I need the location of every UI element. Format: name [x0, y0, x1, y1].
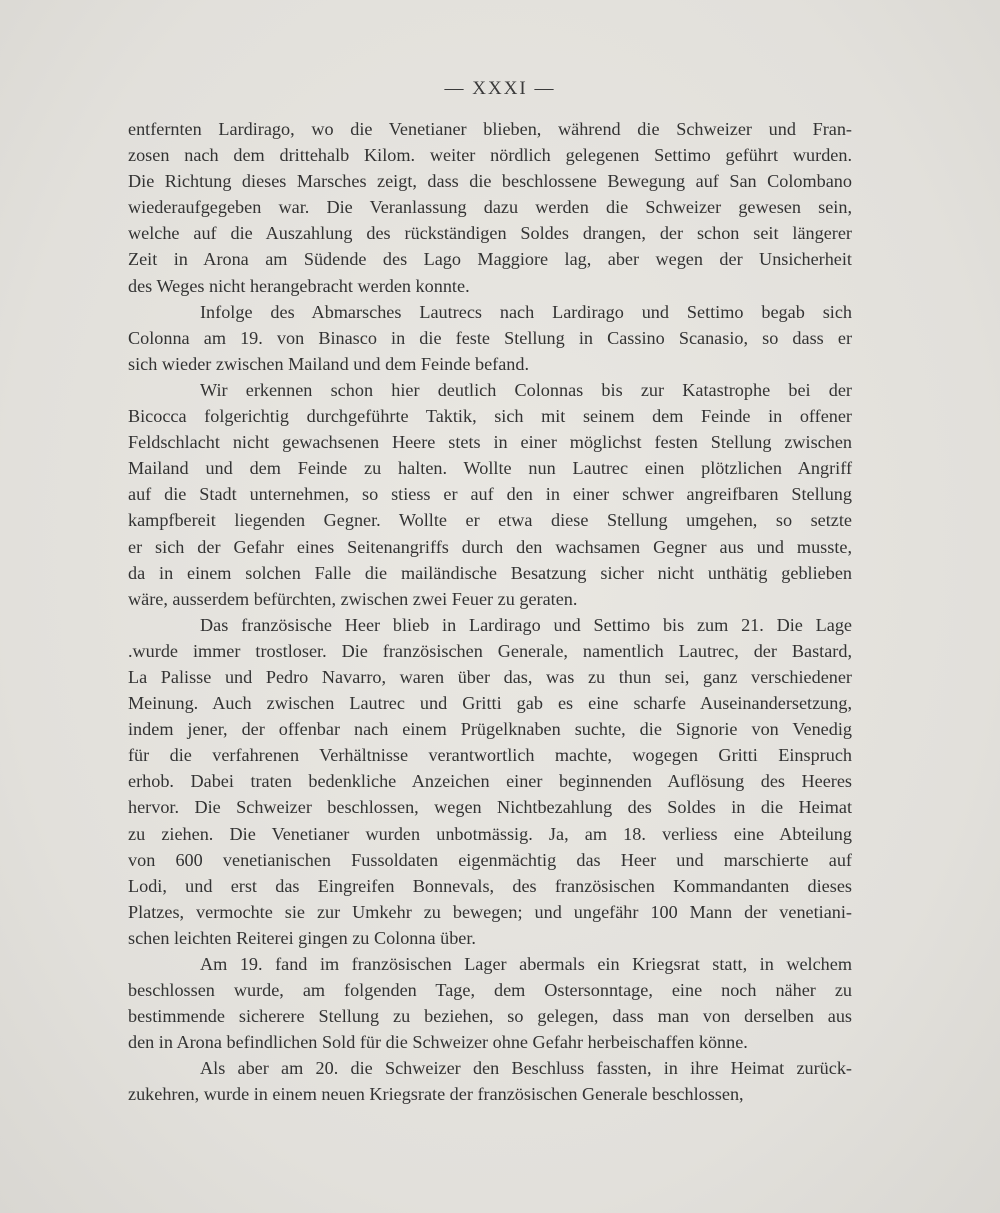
- text-line: Infolge des Abmarsches Lautrecs nach Lardirago und Settimo begab sich: [200, 301, 852, 322]
- paragraph: [128, 1055, 852, 1107]
- text-line: zosen nach dem drittehalb Kilom. weiter nördlich gelegenen Settimo geführt wurden.: [128, 145, 852, 166]
- text-line: zukehren, wurde in einem neuen Kriegsrate der französischen Generale beschlossen,: [128, 1084, 744, 1105]
- text-line: Die Richtung dieses Marsches zeigt, dass die beschlossene Bewegung auf San Colombano: [128, 171, 852, 192]
- text-line: kampfbereit liegenden Gegner. Wollte er etwa diese Stellung umgehen, so setzte: [128, 510, 852, 531]
- text-line: wäre, ausserdem befürchten, zwischen zwei Feuer zu geraten.: [128, 588, 578, 609]
- text-line: Wir erkennen schon hier deutlich Colonnas bis zur Katastrophe bei der: [200, 379, 852, 400]
- text-line: Am 19. fand im französischen Lager abermals ein Kriegsrat statt, in welchem: [200, 954, 852, 974]
- text-line: Meinung. Auch zwischen Lautrec und Gritti gab es eine scharfe Auseinandersetzung,: [128, 693, 852, 714]
- text-line: Platzes, vermochte sie zur Umkehr zu bewegen; und ungefähr 100 Mann der venetiani-: [128, 901, 852, 922]
- text-line: zu ziehen. Die Venetianer wurden unbotmässig. Ja, am 18. verliess eine Abteilung: [128, 823, 852, 844]
- text-line: Lodi, und erst das Eingreifen Bonnevals, des französischen Kommandanten dieses: [128, 875, 852, 896]
- text-line: Feldschlacht nicht gewachsenen Heere stets in einer möglichst festen Stellung zwischen: [128, 432, 852, 453]
- page-number-header: — XXXI —: [444, 78, 556, 99]
- text-line: Als aber am 20. die Schweizer den Beschluss fassten, in ihre Heimat zurück-: [200, 1058, 852, 1079]
- paragraph: [128, 951, 852, 1055]
- paragraph: [128, 299, 852, 377]
- text-line: wiederaufgegeben war. Die Veranlassung dazu werden die Schweizer gewesen sein,: [128, 197, 852, 218]
- paragraph: [128, 116, 852, 299]
- text-line: hervor. Die Schweizer beschlossen, wegen Nichtbezahlung des Soldes in die Heimat: [128, 797, 852, 818]
- text-line: schen leichten Reiterei gingen zu Colonna über.: [128, 927, 476, 948]
- paragraph: [128, 377, 852, 612]
- text-line: entfernten Lardirago, wo die Venetianer blieben, während die Schweizer und Fran-: [128, 119, 852, 139]
- text-line: da in einem solchen Falle die mailändische Besatzung sicher nicht unthätig geblieben: [128, 562, 852, 583]
- text-line: des Weges nicht herangebracht werden konnte.: [128, 275, 470, 296]
- text-line: Zeit in Arona am Südende des Lago Maggiore lag, aber wegen der Unsicherheit: [128, 249, 852, 270]
- text-line: Bicocca folgerichtig durchgeführte Taktik, sich mit seinem dem Feinde in offener: [128, 406, 852, 427]
- text-line: erhob. Dabei traten bedenkliche Anzeichen einer beginnenden Auflösung des Heeres: [128, 771, 852, 792]
- text-line: Das französische Heer blieb in Lardirago und Settimo bis zum 21. Die Lage: [200, 614, 852, 635]
- text-line: sich wieder zwischen Mailand und dem Feinde befand.: [128, 353, 530, 374]
- text-line: La Palisse und Pedro Navarro, waren über das, was zu thun sei, ganz verschiedener: [128, 666, 852, 687]
- text-line: bestimmende sicherere Stellung zu beziehen, so gelegen, dass man von derselben aus: [128, 1006, 852, 1027]
- text-line: für die verfahrenen Verhältnisse verantwortlich machte, wogegen Gritti Einspruch: [128, 745, 852, 766]
- text-line: Mailand und dem Feinde zu halten. Wollte nun Lautrec einen plötzlichen Angriff: [128, 458, 852, 479]
- text-line: von 600 venetianischen Fussoldaten eigenmächtig das Heer und marschierte auf: [128, 849, 852, 870]
- text-line: indem jener, der offenbar nach einem Prügelknaben suchte, die Signorie von Venedig: [128, 719, 852, 740]
- text-line: Colonna am 19. von Binasco in die feste Stellung in Cassino Scanasio, so dass er: [128, 327, 852, 348]
- text-line: welche auf die Auszahlung des rückständigen Soldes drangen, der schon seit längerer: [128, 223, 852, 244]
- text-line: den in Arona befindlichen Sold für die Schweizer ohne Gefahr herbeischaffen könne.: [128, 1032, 748, 1053]
- text-line: auf die Stadt unternehmen, so stiess er auf den in einer schwer angreifbaren Stellung: [128, 484, 852, 505]
- paragraph: [128, 612, 852, 951]
- text-line: er sich der Gefahr eines Seitenangriffs durch den wachsamen Gegner aus und musste,: [128, 536, 852, 557]
- text-line: .wurde immer trostloser. Die französischen Generale, namentlich Lautrec, der Bastard,: [128, 640, 852, 661]
- body-text: [128, 116, 852, 1108]
- text-line: beschlossen wurde, am folgenden Tage, dem Ostersonntage, eine noch näher zu: [128, 980, 852, 1001]
